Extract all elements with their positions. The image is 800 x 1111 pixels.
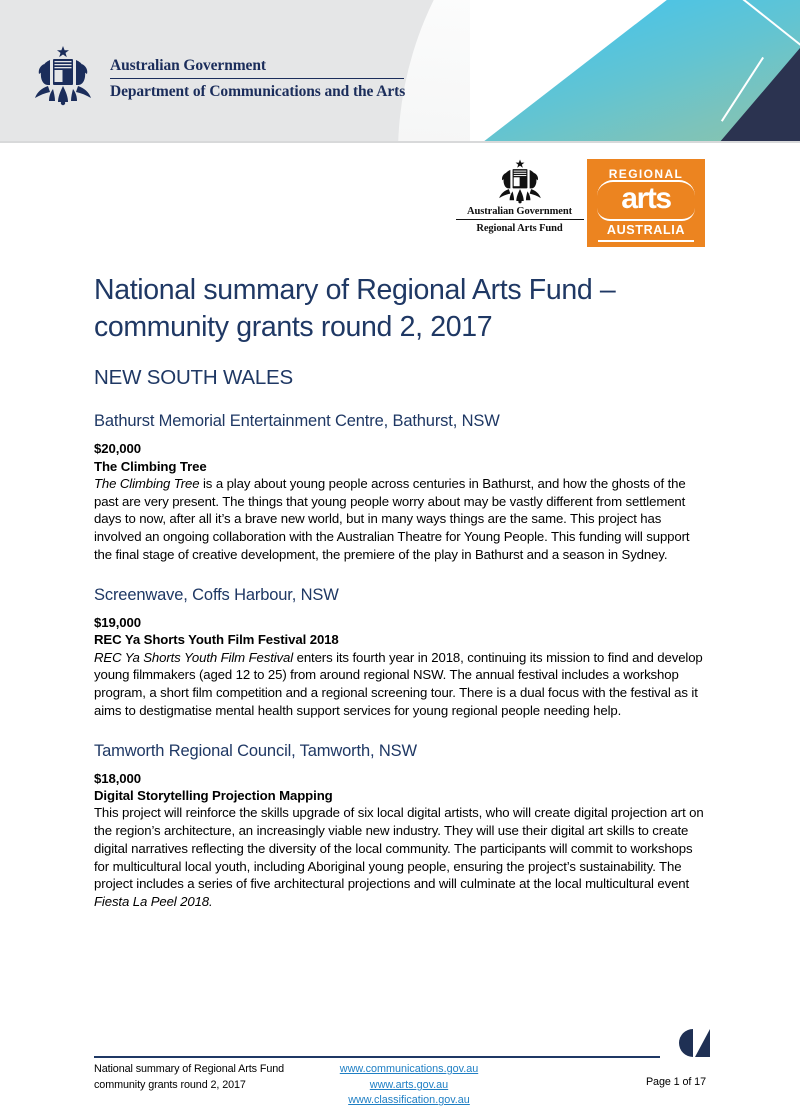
grant-project-title: REC Ya Shorts Youth Film Festival 2018 [94, 632, 339, 648]
grant-organisation-heading: Tamworth Regional Council, Tamworth, NSW [94, 741, 417, 760]
grant-description-italic-tail: Fiesta La Peel 2018. [94, 894, 213, 910]
footer-title-line-1: National summary of Regional Arts Fund [94, 1063, 285, 1075]
raa-bottom-word: AUSTRALIA [606, 223, 686, 237]
footer-document-title [94, 1062, 284, 1093]
government-line-1: Australian Government [110, 57, 266, 74]
raa-bottom-rule [598, 240, 694, 242]
grant-organisation-heading: Bathurst Memorial Entertainment Centre, Bathurst, NSW [94, 412, 500, 431]
raf-government-lockup [452, 158, 587, 252]
grant-organisation-heading: Screenwave, Coffs Harbour, NSW [94, 585, 339, 604]
raf-lockup-rule [456, 219, 584, 220]
grant-amount: $19,000 [94, 614, 141, 630]
grant-project-title: The Climbing Tree [94, 458, 207, 474]
raa-top-word: REGIONAL [608, 167, 684, 181]
grant-project-title: Digital Storytelling Projection Mapping [94, 787, 333, 803]
footer-links [284, 1062, 534, 1109]
page-title: National summary of Regional Arts Fund – community grants round 2, 2017 [94, 274, 616, 344]
grant-description-text: is a play about young people across centuries in Bathurst, and how the ghosts of the past are very present. The things that young people worry about may be vastly different from settlement days to now, after all it’s a brave new world, but in many ways things are the same. This project has involved an ongoing collaboration with the Australian Theatre for Young People. This funding will support the final stage of creative development, the premiere of the play in Bathurst and a season in Sydney. [94, 475, 690, 562]
grant-description-text: enters its fourth year in 2018, continuing its mission to find and develop young filmmakers (aged 12 to 25) from around regional NSW. The annual festival includes a workshop program, a short film competition and a regional screening tour. There is a dual focus with the festival as it aims to destigmatise mental health support services for young regional people needing help. [94, 649, 703, 718]
banner-bottom-divider [0, 141, 800, 143]
document-body [94, 272, 706, 911]
state-heading: NEW SOUTH WALES [94, 366, 293, 390]
grant-description-text: This project will reinforce the skills upgrade of six local digital artists, who will create digital projection art on the region’s architecture, an increasingly viable new industry. They will use their digital art skills to create digital narratives reflecting the diversity of the local community. The participants will commit to workshops for multicultural local youth, including Aboriginal young people, ensuring the project’s sustainability. The project includes a series of five architectural projections and will culminate at the local multicultural event [94, 805, 704, 892]
government-line-2: Department of Communications and the Arts [110, 83, 406, 100]
raa-mid-word: arts [621, 182, 671, 215]
regional-arts-australia-logo [587, 159, 705, 247]
page-number: Page 1 of 17 [645, 1076, 706, 1088]
footer-link-classification[interactable]: www.classification.gov.au [348, 1094, 470, 1107]
footer-link-communications[interactable]: www.communications.gov.au [339, 1063, 479, 1075]
grant-description-italic-lead: REC Ya Shorts Youth Film Festival [94, 649, 294, 665]
grant-amount: $20,000 [94, 441, 141, 457]
raf-government-line-1: Australian Government [467, 206, 572, 217]
australian-coat-of-arms-icon [28, 44, 98, 106]
grant-description [94, 649, 706, 720]
grant-description-italic-lead: The Climbing Tree [94, 475, 200, 491]
australian-coat-of-arms-icon [494, 158, 546, 204]
grant-description [94, 475, 706, 564]
department-mark-logo-icon [678, 1028, 712, 1058]
regional-arts-fund-logo-row [452, 158, 710, 252]
footer-divider [94, 1056, 660, 1058]
page-footer [94, 1062, 706, 1110]
grant-description [94, 804, 706, 911]
government-wordmark [110, 57, 410, 101]
raa-wordmark [587, 182, 705, 220]
page-header-banner [0, 0, 800, 143]
raf-government-line-2: Regional Arts Fund [476, 223, 563, 234]
grant-amount: $18,000 [94, 770, 141, 786]
footer-link-arts[interactable]: www.arts.gov.au [369, 1078, 449, 1091]
footer-title-line-2: community grants round 2, 2017 [94, 1078, 246, 1091]
